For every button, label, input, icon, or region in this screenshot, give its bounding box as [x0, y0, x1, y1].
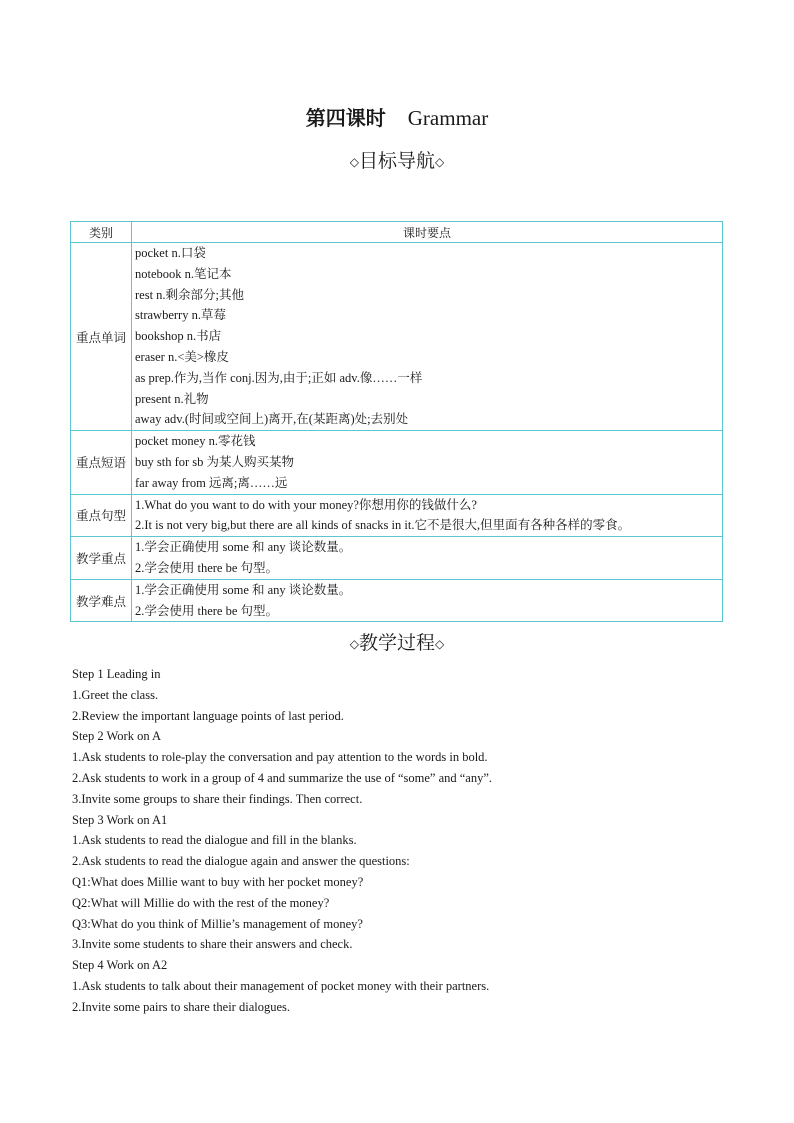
list-item: notebook n.笔记本 [135, 266, 232, 281]
diamond-icon: ◇ [435, 155, 445, 169]
list-item: rest n.剩余部分;其他 [135, 287, 245, 302]
list-item: present n.礼物 [135, 391, 209, 406]
category-cell: 重点短语 [71, 431, 132, 494]
table-row [71, 579, 723, 622]
list-item: 2.学会使用 there be 句型。 [135, 603, 279, 618]
table-row [71, 494, 723, 537]
step-line: 3.Invite some groups to share their findings. Then correct. [72, 791, 363, 806]
list-item: pocket money n.零花钱 [135, 434, 256, 449]
list-item: as prep.作为,当作 conj.因为,由于;正如 adv.像……一样 [135, 370, 423, 385]
header-category: 类别 [71, 222, 132, 243]
list-item: eraser n.<美>橡皮 [135, 349, 229, 364]
header-key-points: 课时要点 [132, 222, 723, 243]
category-cell: 教学重点 [71, 537, 132, 580]
step-line: 1.Greet the class. [72, 687, 159, 702]
category-cell: 重点句型 [71, 494, 132, 537]
step-line: Step 1 Leading in [72, 667, 161, 681]
category-cell: 重点单词 [71, 243, 132, 431]
diamond-icon: ◇ [349, 155, 359, 169]
list-item: strawberry n.草莓 [135, 308, 226, 323]
table-row [71, 243, 723, 431]
list-item: 2.It is not very big,but there are all kinds of snacks in it.它不是很大,但里面有各种各样的零食。 [135, 518, 631, 533]
title-chinese: 第四课时 [305, 106, 386, 130]
category-cell: 教学难点 [71, 579, 132, 622]
list-item: bookshop n.书店 [135, 329, 222, 344]
content-cell [132, 537, 723, 580]
list-item: buy sth for sb 为某人购买某物 [135, 454, 295, 469]
page-title [0, 104, 794, 132]
content-cell [132, 243, 723, 431]
section-heading-goals [0, 148, 794, 175]
step-line: Q1:What does Millie want to buy with her pocket money? [72, 874, 364, 889]
step-line: Q3:What do you think of Millie’s management of money? [72, 916, 363, 931]
step-line: 3.Invite some students to share their answers and check. [72, 937, 353, 952]
teaching-steps [72, 664, 732, 1018]
step-line: 2.Ask students to read the dialogue again and answer the questions: [72, 854, 410, 869]
table-row [71, 537, 723, 580]
table-row [71, 431, 723, 494]
diamond-icon: ◇ [435, 637, 445, 651]
list-item: 1.What do you want to do with your money?你想用你的钱做什么? [135, 497, 477, 512]
section-heading-process-text: 教学过程 [358, 632, 435, 654]
step-line: 1.Ask students to talk about their management of pocket money with their partners. [72, 978, 490, 993]
step-line: 1.Ask students to role-play the conversation and pay attention to the words in bold. [72, 750, 488, 765]
list-item: 1.学会正确使用 some 和 any 谈论数量。 [135, 582, 352, 597]
section-heading-process [0, 630, 794, 657]
content-cell [132, 579, 723, 622]
diamond-icon: ◇ [349, 637, 359, 651]
content-cell [132, 494, 723, 537]
step-line: 1.Ask students to read the dialogue and fill in the blanks. [72, 833, 357, 848]
step-line: 2.Invite some pairs to share their dialogues. [72, 999, 290, 1014]
step-line: Q2:What will Millie do with the rest of the money? [72, 895, 330, 910]
step-line: Step 2 Work on A [72, 729, 162, 744]
step-line: 2.Review the important language points of last period. [72, 708, 344, 723]
content-cell [132, 431, 723, 494]
list-item: away adv.(时间或空间上)离开,在(某距离)处;去别处 [135, 412, 409, 427]
lesson-goals-table [70, 221, 723, 622]
table-header-row [71, 222, 723, 243]
step-line: Step 3 Work on A1 [72, 812, 168, 827]
step-line: Step 4 Work on A2 [72, 958, 168, 973]
section-heading-goals-text: 目标导航 [358, 150, 435, 172]
step-line: 2.Ask students to work in a group of 4 and summarize the use of “some” and “any”. [72, 770, 493, 785]
list-item: 1.学会正确使用 some 和 any 谈论数量。 [135, 540, 352, 555]
list-item: 2.学会使用 there be 句型。 [135, 560, 279, 575]
list-item: far away from 远离;离……远 [135, 475, 288, 490]
title-english: Grammar [407, 106, 489, 130]
list-item: pocket n.口袋 [135, 246, 206, 260]
